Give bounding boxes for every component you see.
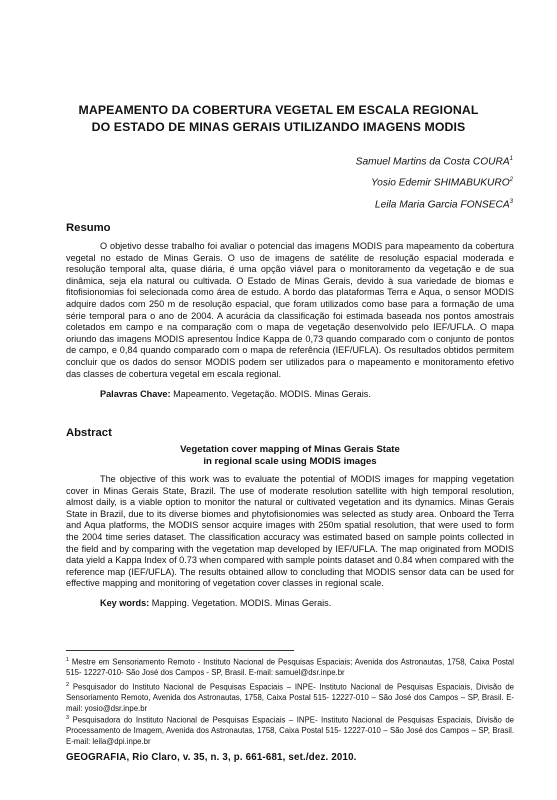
author-name: Leila Maria Garcia FONSECA: [374, 199, 510, 211]
resumo-body: [66, 241, 514, 380]
abstract-heading: Abstract: [66, 427, 112, 439]
footnote-mark: 3: [66, 715, 70, 721]
title-line-1: MAPEAMENTO DA COBERTURA VEGETAL EM ESCALA REGIONAL: [78, 103, 479, 117]
footnote: [66, 680, 514, 714]
title-line-2: DO ESTADO DE MINAS GERAIS UTILIZANDO IMAGENS MODIS: [91, 120, 466, 134]
keywords-label: Palavras Chave:: [100, 389, 171, 399]
footnote-text: Pesquisador do Instituto Nacional de Pesquisas Espaciais – INPE- Instituto Nacional de Pesquisas Espaciais, Divisão de Sensoriamento Remoto, Avenida dos Astronautas, 1758, Caixa Postal 515- 12227-010 – São José dos Campos – SP, Brasil. E-mail: yosio@dsr.inpe.br: [66, 682, 515, 713]
author-list: [356, 150, 513, 214]
resumo-text: O objetivo desse trabalho foi avaliar o potencial das imagens MODIS para mapeamento da cobertura vegetal no estado de Minas Gerais. O uso de imagens de satélite de resolução espacial moderada e resolução temporal alta, quase diária, é uma opção viável para o monitoramento da vegetação e de sua dinâmica, seja ela natural ou cultivada. O Estado de Minas Gerais, devido à sua variedade de biomas e fitofisionomias foi selecionada como área de estudo. A bordo das plataformas Terra e Aqua, o sensor MODIS adquire dados com 250 m de resolução espacial, que foram utilizados como base para a formação de uma série temporal para o ano de 2004. A acurácia da classificação foi estimada baseada nos pontos amostrais coletados em campo e na comparação com o mapa de vegetação desenvolvido pelo IEF/UFLA. O mapa oriundo das imagens MODIS apresentou Índice Kappa de 0,73 quando comparado com o conjunto de pontos de campo, e 0,84 quando comparado com o mapa de referência (IEF/UFLA). Os resultados obtidos permitem concluir que os dados do sensor MODIS podem ser utilizados para o mapeamento e monitoramento efetivo das classes de cobertura vegetal em escala regional.: [66, 241, 514, 379]
footnote: [66, 713, 514, 747]
footnote-text: Mestre em Sensoriamento Remoto - Instituto Nacional de Pesquisas Espaciais; Avenida dos Astronautas, 1758, Caixa Postal 515- 12227-010- São José dos Campos - SP, Brasil. E-mail: samuel@dsr.inpe.br: [66, 657, 514, 678]
footnote-mark: 1: [66, 657, 70, 663]
author: [356, 150, 513, 171]
footnote-text: Pesquisadora do Instituto Nacional de Pesquisas Espaciais – INPE- Instituto Nacional de Pesquisas Espaciais, Divisão de Processamento de Imagem, Avenida dos Astronautas, 1758, Caixa Postal 515- 12227-010 – São José dos Campos – SP, Brasil. E-mail: leila@dpi.inpe.br: [66, 715, 514, 746]
abstract-title-line-2: in regional scale using MODIS images: [203, 456, 377, 467]
resumo-heading: Resumo: [66, 222, 111, 234]
footnote-mark: 2: [509, 177, 513, 184]
abstract-title-line-1: Vegetation cover mapping of Minas Gerais State: [180, 444, 400, 455]
footnote-mark: 2: [66, 682, 70, 688]
keywords-label: Key words:: [100, 598, 150, 608]
keywords-value: Mapping. Vegetation. MODIS. Minas Gerais.: [151, 598, 332, 608]
footnote: [66, 655, 514, 679]
paper-title: [40, 102, 517, 136]
resumo-keywords: [100, 389, 371, 399]
author: [356, 193, 513, 214]
keywords-value: Mapeamento. Vegetação. MODIS. Minas Gerais.: [173, 389, 371, 399]
author-name: Samuel Martins da Costa COURA: [355, 156, 510, 168]
footnote-mark: 1: [509, 156, 513, 162]
abstract-text: The objective of this work was to evaluate the potential of MODIS images for mapping vegetation cover in Minas Gerais State, Brazil. The use of moderate resolution satellite with high temporal resolution, almost daily, is a viable option to monitor the natural or cultivated vegetation and its dynamics. Minas Gerais State in Brazil, due to its diverse biomes and phytofisionomies was selected as study area. Onboard the Terra and Aqua platforms, the MODIS sensor acquire images with 250m spatial resolution, that were used to form the 2004 time series dataset. The classification accuracy was estimated based on sample points collected in the field and by comparing with the vegetation map developed by IEF/UFLA. The map originated from MODIS data yield a Kappa Index of 0.73 when compared with sample points dataset and 0.84 when compared with the reference map (IEF/UFLA). The results obtained allow to concluding that MODIS sensor data can be used for effective mapping and monitoring of vegetation cover classes in regional scale.: [66, 474, 514, 589]
abstract-keywords: [100, 598, 331, 608]
footnote-mark: 3: [509, 198, 513, 205]
author-name: Yosio Edemir SHIMABUKURO: [370, 177, 510, 189]
abstract-body: [66, 474, 514, 590]
abstract-title: [66, 444, 514, 468]
journal-citation: GEOGRAFIA, Rio Claro, v. 35, n. 3, p. 661-681, set./dez. 2010.: [66, 752, 357, 763]
author: [356, 171, 513, 192]
footnote-divider: [66, 650, 294, 651]
